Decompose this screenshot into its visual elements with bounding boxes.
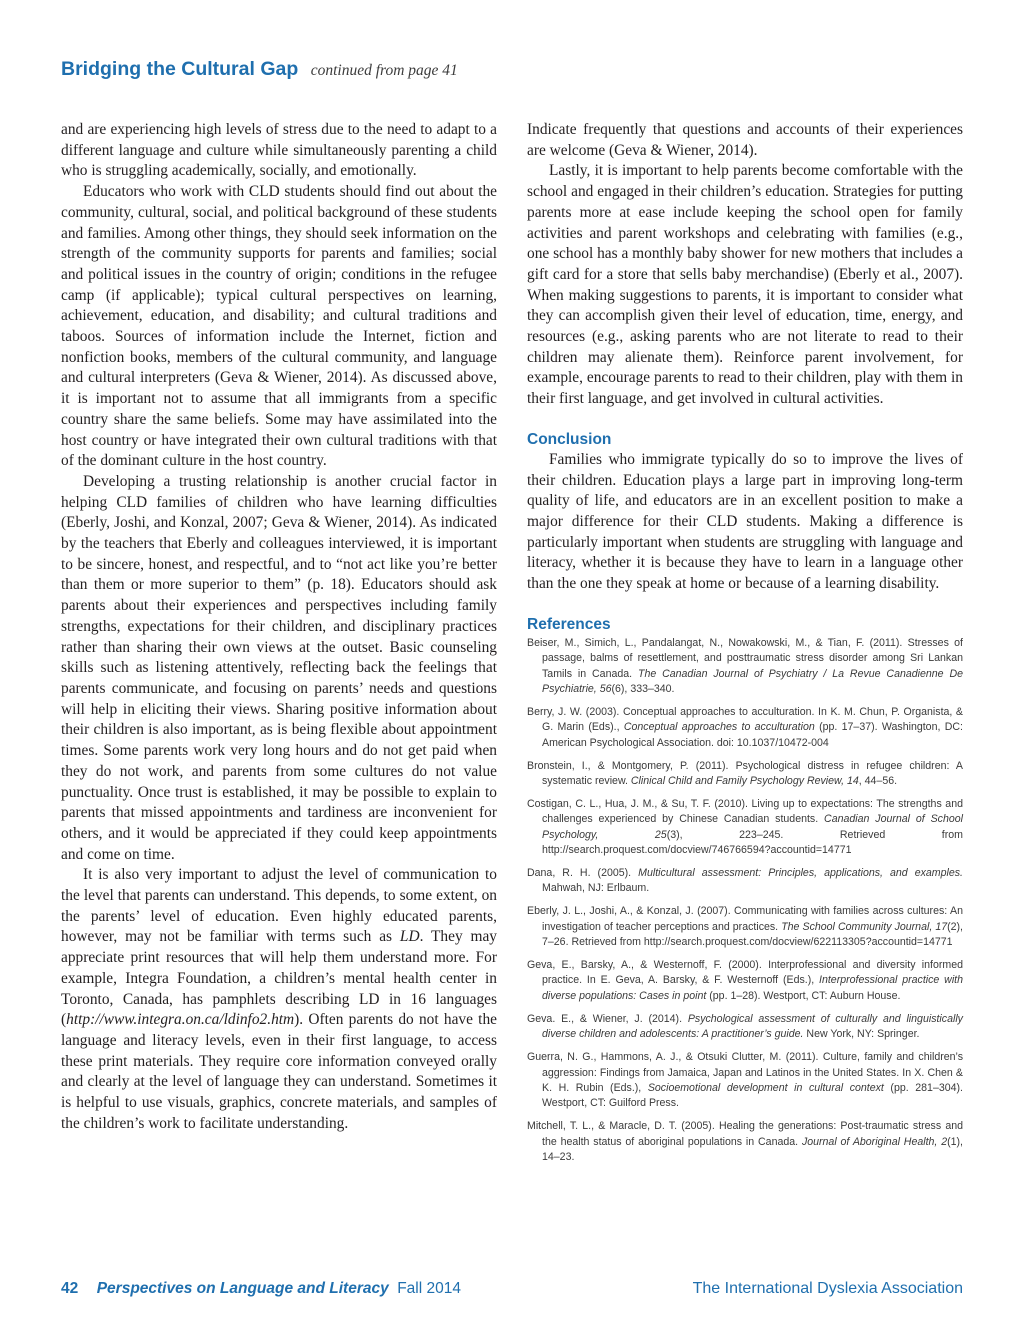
- ref-source: Multicultural assessment: Principles, applications, and examples.: [638, 867, 964, 880]
- ref-text: (pp. 17–37). Washington, DC: American Psychological Association. doi: 10.1037/10472-004: [542, 721, 963, 749]
- ref-source: Conceptual approaches to acculturation: [623, 721, 815, 734]
- body-paragraph: [61, 865, 497, 1134]
- ref-text: (3), 223–245. Retrieved from http://search.proquest.com/docview/746766594?accountid=14771: [542, 828, 963, 857]
- ref-text: Geva, E., Barsky, A., & Westernoff, F. (2000). Interprofessional and diversity informed practice. In E. Geva, A. Barsky, & F. Westernoff (Eds.),: [527, 959, 963, 987]
- conclusion-paragraph: Families who immigrate typically do so to improve the lives of their children. Education plays a large part in improving long-term quality of life, and educators are in an excellent position to make a major difference for their CLD students. Making a difference is particularly important when students are struggling with language and literacy, whether it is because they have to learn in a language other than the one they speak at home or because of a learning disability.: [527, 450, 963, 593]
- running-header: [61, 58, 458, 88]
- conclusion-heading: Conclusion: [527, 430, 612, 448]
- body-paragraph: Indicate frequently that questions and accounts of their experiences are welcome (Geva & Wiener, 2014).: [527, 121, 963, 159]
- ref-text: Eberly, J. L., Joshi, A., & Konzal, J. (2007). Communicating with families across cultures: An investigation of teacher perceptions and practices.: [527, 905, 963, 933]
- page-number: 42: [61, 1280, 79, 1297]
- ref-source: Interprofessional practice with diverse populations: Cases in point: [542, 974, 964, 1002]
- ref-text: (1), 14–23.: [542, 1135, 963, 1164]
- organization-name: The International Dyslexia Association: [692, 1280, 963, 1297]
- ref-text: (pp. 1–28). Westport, CT: Auburn House.: [706, 989, 901, 1002]
- ref-text: Costigan, C. L., Hua, J. M., & Su, T. F. (2010). Living up to expectations: The strengths and challenges experienced by Chinese Canadian students.: [527, 797, 963, 826]
- reference-item: [527, 958, 963, 1004]
- article-title: Bridging the Cultural Gap: [61, 58, 299, 80]
- ref-text: Mitchell, T. L., & Maracle, D. T. (2005). Healing the generations: Post-traumatic stress and the health status of aboriginal populations in Canada.: [527, 1120, 963, 1148]
- references-heading: References: [527, 615, 611, 633]
- text-run: ). Often parents do not have the language and literacy levels, even in their first language, to access these print materials. They require core information conveyed orally and clearly at the level of language they can understand. Sometimes it is helpful to use visuals, graphics, concrete materials, and samples of the children’s work to facilitate understanding.: [61, 1011, 497, 1132]
- ld-term: LD: [399, 928, 420, 946]
- reference-item: [527, 636, 963, 698]
- journal-title: Perspectives on Language and Literacy: [96, 1280, 389, 1297]
- ref-text: Guerra, N. G., Hammons, A. J., & Otsuki Clutter, M. (2011). Culture, family and children’s aggression: Findings from Jamaica, Japan and Latinos in the United States. In X. Chen & K. H. Rubin (Eds.),: [527, 1051, 963, 1094]
- issue-label: Fall 2014: [397, 1280, 461, 1297]
- ref-source: The School Community Journal, 17: [781, 920, 948, 933]
- reference-item: [527, 797, 963, 859]
- right-column: [527, 120, 963, 1173]
- ref-source: Clinical Child and Family Psychology Review, 14: [630, 775, 859, 788]
- text-run: . They may appreciate print resources that will help them understand more. For example, Integra Foundation, a children’s mental health center in Toronto, Canada, has pamphlets describing LD in 16 languages (: [61, 928, 497, 1029]
- ref-text: (6), 333–340.: [611, 682, 675, 695]
- body-paragraph: Lastly, it is important to help parents become comfortable with the school and engaged in their children’s education. Strategies for putting parents more at ease include keeping the school open for family activities and parent workshops and celebrating with families (e.g., one school has a monthly baby shower for new mothers that includes a gift card for a store that sells baby merchandise) (Eberly et al., 2007). When making suggestions to parents, it is important to consider what they can accomplish given their level of education, time, energy, and resources (e.g., asking parents who are not literate to read to their children may alienate them). Reinforce parent involvement, for example, encourage parents to read to their children, play with them in their first language, and get involved in cultural activities.: [527, 162, 963, 408]
- ref-source: The Canadian Journal of Psychiatry / La Revue Canadienne De Psychiatrie, 56: [542, 667, 963, 695]
- ref-text: , 44–56.: [858, 775, 898, 788]
- page-footer: [61, 1280, 963, 1302]
- reference-list: [527, 636, 963, 1166]
- continued-note: continued from page 41: [310, 62, 458, 79]
- ref-source: Psychological assessment of culturally and linguistically diverse children and adolescents: A practitioner’s guide.: [542, 1012, 963, 1041]
- ref-source: Socioemotional development in cultural context: [647, 1081, 884, 1094]
- reference-item: [527, 705, 963, 751]
- ref-text: (pp. 281–304). Westport, CT: Guilford Press.: [542, 1081, 963, 1110]
- reference-item: [527, 1012, 963, 1043]
- ref-source: Canadian Journal of School Psychology, 25: [542, 813, 964, 841]
- body-paragraph: Educators who work with CLD students should find out about the community, cultural, social, and political background of these students and families. Among other things, they should seek information on the strength of the community supports for parents and families; social and political issues in the country of origin; conditions in the refugee camp (if applicable); typical cultural perspectives on learning, achievement, education, and disability; and cultural traditions and taboos. Sources of information include the Internet, fiction and nonfiction books, members of the cultural community, and language and cultural interpreters (Geva & Wiener, 2014). As discussed above, it is important not to assume that all immigrants from a specific country share the same beliefs. Some may have assimilated into the host country or have integrated their own cultural traditions with that of the dominant culture in the host country.: [61, 183, 497, 470]
- text-run: It is also very important to adjust the level of communication to the level that parents can understand. This depends, to some extent, on the parents’ level of education. Even highly educated parents, however, may not be familiar with terms such as: [61, 866, 497, 946]
- ref-text: Mahwah, NJ: Erlbaum.: [542, 882, 650, 895]
- ref-text: (2), 7–26. Retrieved from http://search.proquest.com/docview/622113305?accountid=14771: [542, 920, 963, 949]
- reference-item: [527, 1119, 963, 1165]
- ref-text: Beiser, M., Simich, L., Pandalangat, N., Nowakowski, M., & Tian, F. (2011). Stresses of passage, balms of resettlement, and posttraumatic stress disorder among Sri Lankan Tamils in Canada.: [527, 636, 963, 680]
- integra-link[interactable]: http://www.integra.on.ca/ldinfo2.htm: [66, 1011, 295, 1029]
- reference-item: [527, 904, 963, 950]
- reference-item: [527, 866, 963, 897]
- reference-item: [527, 759, 963, 790]
- reference-item: [527, 1050, 963, 1112]
- ref-text: Bronstein, I., & Montgomery, P. (2011). Psychological distress in refugee children: A systematic review.: [527, 759, 963, 788]
- body-paragraph: and are experiencing high levels of stress due to the need to adapt to a different language and culture while simultaneously parenting a child who is struggling academically, socially, and emotionally.: [61, 121, 497, 180]
- ref-source: Journal of Aboriginal Health, 2: [801, 1135, 948, 1148]
- ref-text: Berry, J. W. (2003). Conceptual approaches to acculturation. In K. M. Chun, P. Organista, & G. Marin (Eds).,: [527, 705, 963, 734]
- body-paragraph: Developing a trusting relationship is another crucial factor in helping CLD families of children who have learning difficulties (Eberly, Joshi, and Konzal, 2007; Geva & Wiener, 2014). As indicated by the teachers that Eberly and colleagues interviewed, it is important to be sincere, honest, and respectful, and to “not act like you’re better than them or more superior to them” (p. 18). Educators should ask parents about their experiences and perspectives including family strengths, expectations for their children, and disciplinary practices rather than sharing their own views at the outset. Basic counseling skills such as listening attentively, reflecting back the feelings that parents communicate, and focusing on parents’ needs and questions will help in eliciting their views. Sharing positive information about their children is also important, as is being flexible about appointment times. Some parents work very long hours and do not get paid when they do not work, and parents from some cultures do not value punctuality. Once trust is established, it may be possible to explain to parents that missed appointments and tardiness are inconvenient for others, and it would be appreciated if they could keep appointments and come on time.: [61, 472, 497, 863]
- left-column: [61, 120, 497, 1134]
- ref-text: Geva. E., & Wiener, J. (2014).: [527, 1012, 688, 1025]
- ref-text: New York, NY: Springer.: [803, 1028, 920, 1041]
- ref-text: Dana, R. H. (2005).: [527, 867, 639, 880]
